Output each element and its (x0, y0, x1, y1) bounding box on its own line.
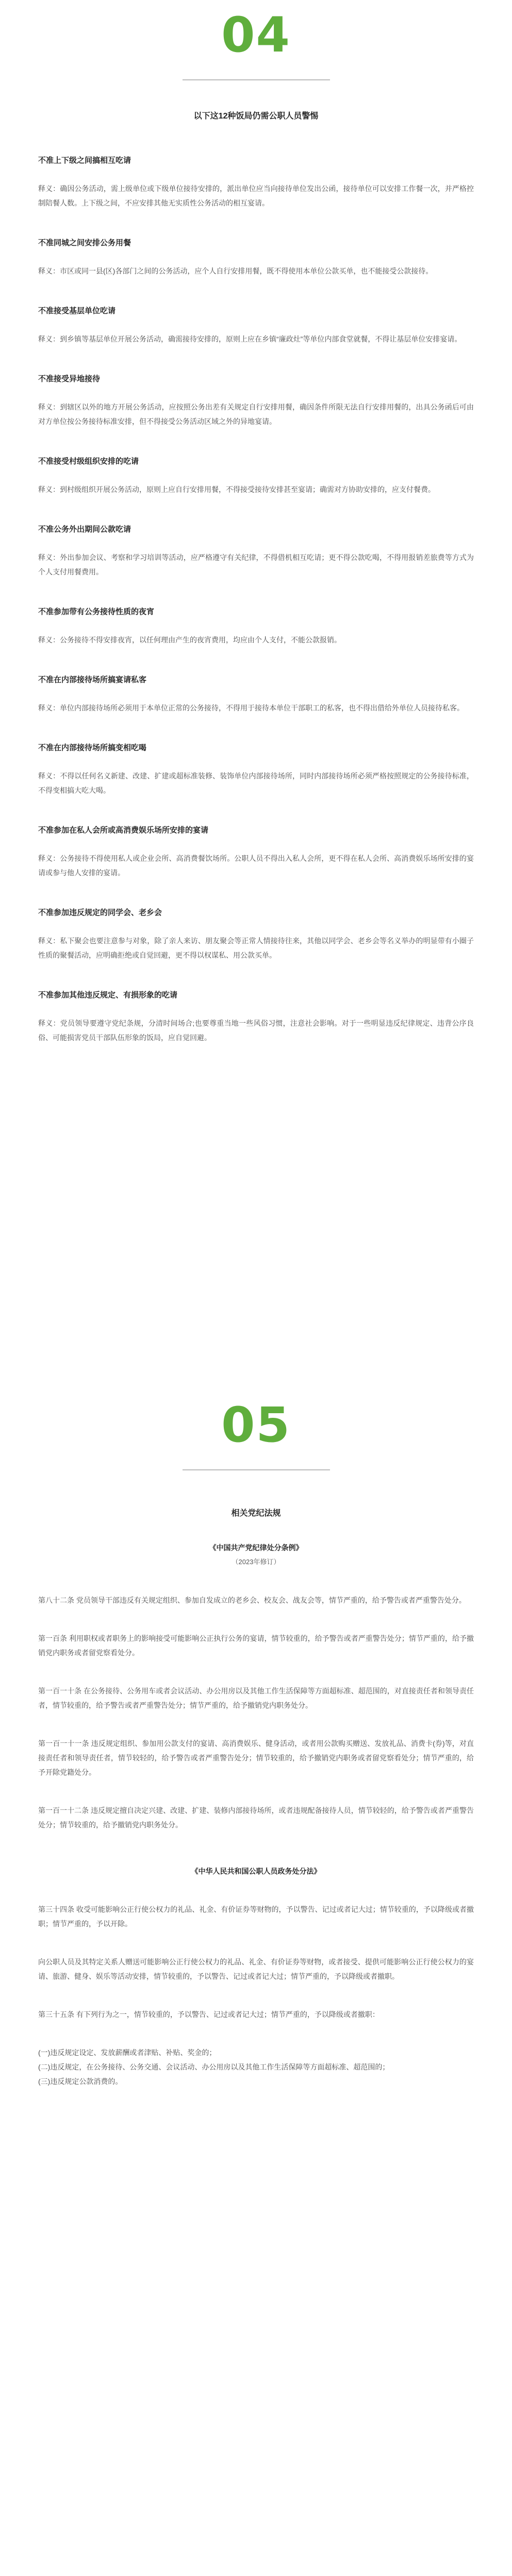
rule-item (38, 237, 474, 278)
rule-heading: 不准接受基层单位吃请 (38, 307, 116, 315)
rule-item (38, 455, 474, 497)
rule-item (38, 742, 474, 798)
section-title: 相关党纪法规 (231, 1509, 281, 1518)
rule-item (38, 373, 474, 429)
rule-item (38, 674, 474, 715)
rule-heading: 不准公务外出期间公款吃请 (38, 525, 131, 534)
law-paragraph: 第三十五条 有下列行为之一，情节较重的，予以警告、记过或者记大过；情节严重的，予以降级或者撤职： (38, 2010, 379, 2019)
rule-text: 释义：市区或同一县(区)各部门之间的公务活动，应个人自行安排用餐，既不得使用本单位公款买单，也不能接受公款接待。 (38, 267, 433, 275)
rule-text: 释义：公务接待不得使用私人或企业会所、高消费餐饮场所。公职人员不得出入私人会所，更不得在私人会所、高消费娱乐场所安排的宴请或参与他人安排的宴请。 (38, 854, 474, 877)
rule-item (38, 305, 474, 346)
law-paragraph: 向公职人员及其特定关系人赠送可能影响公正行使公权力的礼品、礼金、有价证券等财物，或者接受、提供可能影响公正行使公权力的宴请、旅游、健身、娱乐等活动安排，情节较重的，予以警告、记过或者记大过；情节严重的，予以降级或者撤职。 (38, 1958, 474, 1980)
rule-text: 释义：确因公务活动，需上级单位或下级单位接待安排的，派出单位应当向接待单位发出公函，接待单位可以安排工作餐一次，并严格控制陪餐人数。上下级之间，不应安排其他无实质性公务活动的相互宴请。 (38, 184, 474, 207)
section-divider (183, 79, 330, 80)
rule-heading: 不准参加违反规定的同学会、老乡会 (38, 908, 162, 917)
rule-heading: 不准参加其他违反规定、有损形象的吃请 (38, 991, 178, 999)
section-number: 05 (221, 1397, 291, 1453)
section-04 (0, 7, 512, 121)
rule-item (38, 606, 474, 647)
section-04-content (0, 155, 512, 1072)
law-title: 《中国共产党纪律处分条例》 (209, 1544, 303, 1552)
rule-heading: 不准接受异地接待 (38, 375, 101, 383)
rule-heading: 不准在内部接待场所搞变相吃喝 (38, 743, 147, 752)
rule-item (38, 155, 474, 210)
law-paragraph: 第一百条 利用职权或者职务上的影响接受可能影响公正执行公务的宴请，情节较重的，给予警告或者严重警告处分；情节严重的，给予撤销党内职务或者留党察看处分。 (38, 1634, 474, 1657)
rule-item (38, 523, 474, 579)
law-paragraph: 第八十二条 党员领导干部违反有关规定组织、参加自发成立的老乡会、校友会、战友会等，情节严重的，给予警告或者严重警告处分。 (38, 1596, 466, 1604)
rule-heading: 不准在内部接待场所搞宴请私客 (38, 675, 147, 684)
law-paragraph: 第一百一十二条 违反规定擅自决定兴建、改建、扩建、装修内部接待场所，或者违规配备接待人员，情节较轻的，给予警告或者严重警告处分；情节较重的，给予撤销党内职务处分。 (38, 1806, 474, 1829)
law-list-item: (一)违反规定设定、发放薪酬或者津贴、补贴、奖金的； (38, 2048, 217, 2057)
section-05 (0, 1397, 512, 1518)
rule-item (38, 907, 474, 962)
rule-item (38, 989, 474, 1045)
section-divider (183, 1469, 330, 1470)
rule-text: 释义：不得以任何名义新建、改建、扩建或超标准装修、装饰单位内部接待场所，同时内部接待场所必须严格按照规定的公务接待标准，不得变相搞大吃大喝。 (38, 772, 474, 794)
law-list-item: (二)违反规定，在公务接待、公务交通、会议活动、办公用房以及其他工作生活保障等方面超标准、超范围的； (38, 2063, 390, 2071)
rule-text: 释义：党员领导要遵守党纪条规，分清时间场合;也要尊重当地一些风俗习惯，注意社会影响。对于一些明显违反纪律规定、违背公序良俗、可能损害党员干部队伍形象的饭局，应自觉回避。 (38, 1019, 474, 1042)
law-paragraph: 第一百一十一条 违反规定组织、参加用公款支付的宴请、高消费娱乐、健身活动，或者用公款购买赠送、发放礼品、消费卡(券)等，对直接责任者和领导责任者，情节较轻的，给予警告或者严重警告处分；情节较重的，给予撤销党内职务或者留党察看处分；情节严重的，给予开除党籍处分。 (38, 1739, 474, 1776)
law-revision-date: （2023年修订） (232, 1558, 280, 1566)
law-title: 《中华人民共和国公职人员政务处分法》 (191, 1867, 321, 1875)
section-title: 以下这12种饭局仍需公职人员警惕 (193, 112, 319, 121)
rule-heading: 不准参加带有公务接待性质的夜宵 (38, 607, 155, 616)
law-paragraph: 第三十四条 收受可能影响公正行使公权力的礼品、礼金、有价证券等财物的，予以警告、记过或者记大过；情节较重的，予以降级或者撤职；情节严重的，予以开除。 (38, 1905, 474, 1928)
section-number: 04 (221, 7, 291, 63)
rule-heading: 不准参加在私人会所或高消费娱乐场所安排的宴请 (38, 826, 209, 835)
rule-text: 释义：单位内部接待场所必须用于本单位正常的公务接待，不得用于接待本单位干部职工的私客，也不得出借给外单位人员接待私客。 (38, 704, 464, 712)
rule-text: 释义：私下聚会也要注意参与对象，除了亲人来访、朋友聚会等正常人情接待往来，其他以同学会、老乡会等名义举办的明显带有小圈子性质的聚餐活动，应明确拒绝或自觉回避，更不得以权谋私、用公款买单。 (38, 937, 474, 959)
section-05-content (0, 1540, 512, 2089)
rule-text: 释义：到辖区以外的地方开展公务活动，应按照公务出差有关规定自行安排用餐，确因条件所限无法自行安排用餐的，出具公务函后可由对方单位按公务接待标准安排，但不得接受公务活动区域之外的异地宴请。 (38, 403, 474, 426)
rule-text: 释义：外出参加会议、考察和学习培训等活动，应严格遵守有关纪律，不得借机相互吃请；更不得公款吃喝，不得用报销差旅费等方式为个人支付用餐费用。 (38, 553, 474, 576)
rule-heading: 不准同城之间安排公务用餐 (38, 239, 131, 247)
rule-text: 释义：公务接待不得安排夜宵，以任何理由产生的夜宵费用，均应由个人支付，不能公款报销。 (38, 636, 341, 644)
rule-text: 释义：到乡镇等基层单位开展公务活动，确需接待安排的，原则上应在乡镇“廉政灶”等单位内部食堂就餐，不得让基层单位安排宴请。 (38, 335, 462, 343)
rule-heading: 不准上下级之间搞相互吃请 (38, 156, 131, 165)
rule-item (38, 824, 474, 880)
rule-heading: 不准接受村级组织安排的吃请 (38, 457, 139, 466)
rule-text: 释义：到村级组织开展公务活动，原则上应自行安排用餐，不得接受接待安排甚至宴请；确需对方协助安排的，应支付餐费。 (38, 485, 435, 494)
law-paragraph: 第一百一十条 在公务接待、公务用车或者会议活动、办公用房以及其他工作生活保障等方面超标准、超范围的，对直接责任者和领导责任者，情节较重的，给予警告或者严重警告处分；情节严重的，给予撤销党内职务处分。 (38, 1687, 474, 1709)
law-list-item: (三)违反规定公款消费的。 (38, 2077, 123, 2086)
